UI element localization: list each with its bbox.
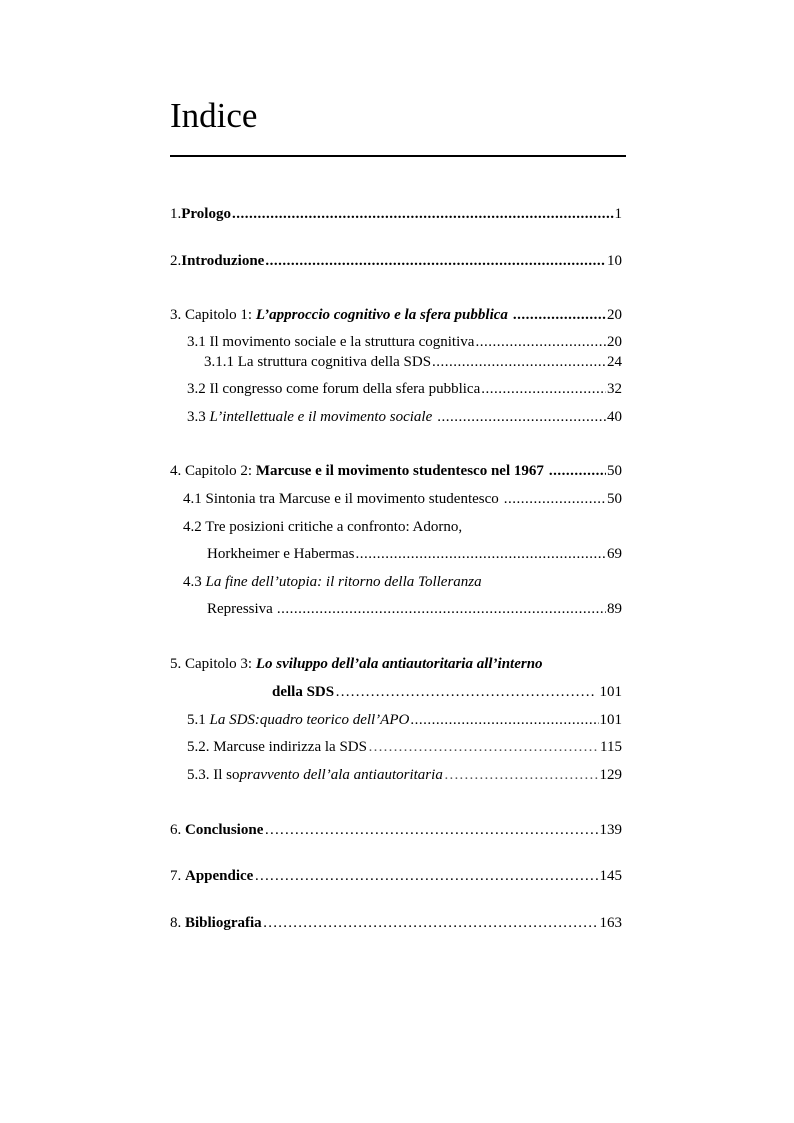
dot-leader [254, 866, 598, 886]
toc-entry-4-2[interactable] [207, 544, 622, 564]
entry-label: L’approccio cognitivo e la sfera pubblica [255, 307, 508, 323]
entry-page: 32 [607, 381, 622, 397]
entry-label: Repressiva [207, 601, 273, 617]
entry-label: Marcuse e il movimento studentesco nel 1967 [255, 463, 544, 479]
entry-page: 145 [599, 868, 622, 884]
dot-leader [504, 489, 606, 509]
entry-label: Appendice [185, 868, 254, 884]
entry-page: 50 [607, 463, 622, 479]
entry-label: 5.2. Marcuse indirizza la SDS [187, 739, 367, 755]
dot-leader [513, 305, 606, 325]
dot-leader [263, 913, 599, 933]
dot-leader [368, 737, 599, 757]
toc-entry-4-3-line1[interactable] [183, 572, 482, 592]
entry-number: 1. [170, 206, 182, 222]
dot-leader [481, 379, 606, 399]
entry-label: Lo sviluppo dell’ala antiautoritaria all’interno [255, 656, 543, 672]
toc-entry-4-1[interactable] [183, 489, 622, 509]
dot-leader [264, 820, 598, 840]
entry-label: pravvento dell’ala antiautoritaria [239, 767, 443, 783]
entry-number: 5.1 [187, 712, 210, 728]
toc-entry-appendice[interactable] [170, 866, 622, 886]
entry-label: Conclusione [185, 822, 264, 838]
entry-label: L’intellettuale e il movimento sociale [209, 409, 433, 425]
dot-leader [444, 765, 599, 785]
entry-page: 10 [607, 253, 622, 269]
entry-label: La fine dell’utopia: il ritorno della Tolleranza [205, 574, 482, 590]
dot-leader [475, 332, 606, 352]
entry-number: 5.3. Il so [187, 767, 240, 783]
entry-page: 24 [607, 354, 622, 370]
entry-label: 4.1 Sintonia tra Marcuse e il movimento studentesco [183, 491, 499, 507]
entry-page: 50 [607, 491, 622, 507]
entry-number: 4.3 [183, 574, 206, 590]
entry-number: 7. [170, 868, 185, 884]
dot-leader [549, 461, 606, 481]
entry-page: 20 [607, 334, 622, 350]
toc-entry-3-2[interactable] [187, 379, 622, 399]
entry-prefix: 5. Capitolo 3: [170, 656, 256, 672]
toc-entry-conclusione[interactable] [170, 820, 622, 840]
entry-label: 3.2 Il congresso come forum della sfera pubblica [187, 381, 481, 397]
toc-entry-3-1-1[interactable] [204, 352, 622, 372]
entry-page: 163 [599, 915, 622, 931]
dot-leader [432, 352, 606, 372]
entry-label: 3.1 Il movimento sociale e la struttura cognitiva [187, 334, 475, 350]
dot-leader [410, 710, 598, 730]
entry-prefix: 4. Capitolo 2: [170, 463, 256, 479]
entry-page: 40 [607, 409, 622, 425]
entry-number: 6. [170, 822, 185, 838]
toc-entry-introduzione[interactable] [170, 251, 622, 271]
entry-label: Horkheimer e Habermas [207, 546, 355, 562]
entry-number: 2. [170, 253, 182, 269]
toc-entry-bibliografia[interactable] [170, 913, 622, 933]
entry-page: 129 [599, 767, 622, 783]
entry-page: 20 [607, 307, 622, 323]
dot-leader [265, 251, 606, 271]
entry-label: della SDS [272, 684, 335, 700]
entry-page: 101 [599, 712, 622, 728]
toc-entry-4-3[interactable] [207, 599, 622, 619]
page-title: Indice [170, 96, 258, 135]
dot-leader [277, 599, 606, 619]
entry-number: 3.3 [187, 409, 210, 425]
toc-entry-capitolo-3[interactable] [272, 682, 622, 702]
toc-entry-prologo[interactable] [170, 204, 622, 224]
entry-label: Introduzione [181, 253, 265, 269]
toc-entry-4-2-line1[interactable]: 4.2 Tre posizioni critiche a confronto: Adorno, [183, 519, 463, 535]
toc-entry-3-1[interactable] [187, 332, 622, 352]
toc-entry-3-3[interactable] [187, 407, 622, 427]
entry-page: 89 [607, 601, 622, 617]
entry-page: 1 [614, 206, 622, 222]
entry-label: Prologo [181, 206, 231, 222]
toc-entry-capitolo-2[interactable] [170, 461, 622, 481]
dot-leader [355, 544, 606, 564]
entry-label: 3.1.1 La struttura cognitiva della SDS [204, 354, 432, 370]
entry-number: 8. [170, 915, 185, 931]
dot-leader [437, 407, 606, 427]
entry-page: 101 [599, 684, 622, 700]
entry-label: La SDS:quadro teorico dell’APO [209, 712, 410, 728]
toc-entry-capitolo-3-line1[interactable] [170, 654, 543, 674]
toc-entry-capitolo-1[interactable] [170, 305, 622, 325]
title-divider [170, 155, 626, 157]
entry-page: 139 [599, 822, 622, 838]
entry-label: Bibliografia [185, 915, 262, 931]
entry-page: 69 [607, 546, 622, 562]
dot-leader [232, 204, 614, 224]
toc-entry-5-3[interactable] [187, 765, 622, 785]
toc-entry-5-1[interactable] [187, 710, 622, 730]
entry-page: 115 [600, 739, 622, 755]
dot-leader [335, 682, 595, 702]
entry-prefix: 3. Capitolo 1: [170, 307, 256, 323]
toc-entry-5-2[interactable] [187, 737, 622, 757]
